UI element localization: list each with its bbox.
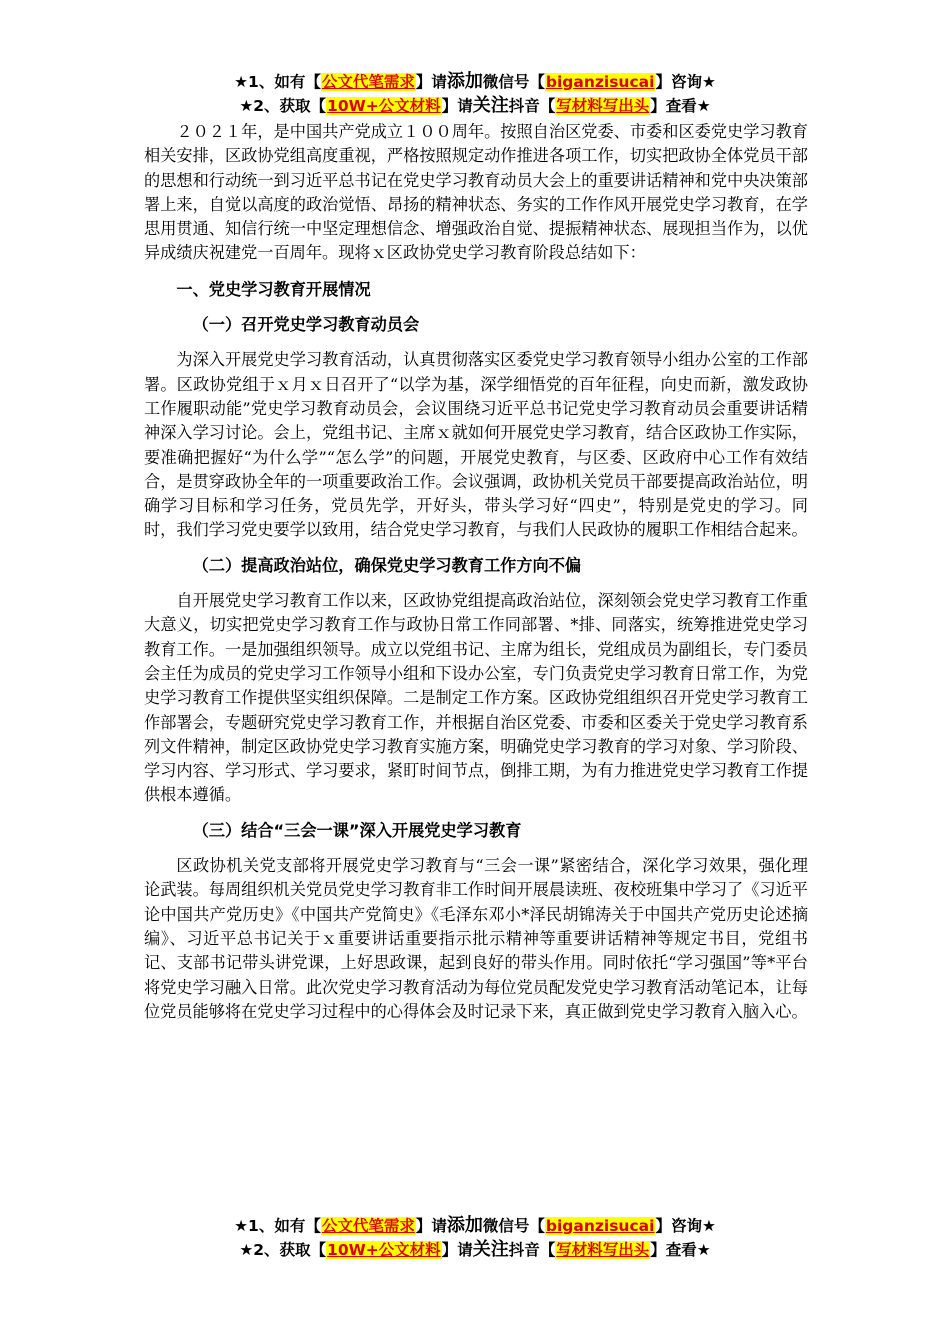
promo-text: 】咨询★: [655, 1217, 716, 1235]
promo-emphasis: 添加: [446, 1215, 483, 1236]
subsection-heading: （一）召开党史学习教育动员会: [192, 315, 420, 335]
promo-emphasis: 关注: [472, 95, 509, 116]
promo-text: 】请: [441, 97, 473, 115]
promo-line-2: [150, 1238, 800, 1262]
promo-highlight: 公文代笔需求: [321, 73, 415, 91]
promo-text: ★1、如有【: [234, 1217, 321, 1235]
promo-text: 】查看★: [650, 97, 711, 115]
promo-highlight: 公文代笔需求: [321, 1217, 415, 1235]
body-paragraph: 区政协机关党支部将开展党史学习教育与“三会一课”紧密结合，深化学习效果，强化理论武装。每周组织机关党员党史学习教育非工作时间开展晨读班、夜校班集中学习了《习近平论中国共产党历史》《中国共产党简史》《毛泽东邓小*泽民胡锦涛关于中国共产党历史论述摘编》、习近平总书记关于ｘ重要讲话重要指示批示精神等重要讲话精神等规定书目，党组书记、支部书记带头讲党课，上好思政课，起到良好的带头作用。同时依托“学习强国”等*平台将党史学习融入日常。此次党史学习教育活动为每位党员配发党史学习教育活动笔记本，让每位党员能够将在党史学习过程中的心得体会及时记录下来，真正做到党史学习教育入脑入心。: [144, 856, 808, 1021]
promo-text: ★2、获取【: [239, 97, 327, 115]
promo-line-2: [150, 94, 800, 118]
promo-highlight: 10W+公文材料: [327, 97, 441, 115]
promo-text: 】请: [415, 73, 447, 91]
body-paragraph: 自开展党史学习教育工作以来，区政协党组提高政治站位，深刻领会党史学习教育工作重大意义，切实把党史学习教育工作与政协日常工作同部署、*排、同落实，统筹推进党史学习教育工作。一是加强组织领导。成立以党组书记、主席为组长，党组成员为副组长，专门委员会主任为成员的党史学习工作领导小组和下设办公室，专门负责党史学习教育日常工作，为党史学习教育工作提供坚实组织保障。二是制定工作方案。区政协党组组织召开党史学习教育工作部署会，专题研究党史学习教育工作，并根据自治区党委、市委和区委关于党史学习教育系列文件精神，制定区政协党史学习教育实施方案，明确党史学习教育的学习对象、学习阶段、学习内容、学习形式、学习要求，紧盯时间节点，倒排工期，为有力推进党史学习教育工作提供根本遵循。: [144, 591, 808, 805]
promo-highlight: biganzisucai: [545, 73, 655, 91]
body-paragraph: 为深入开展党史学习教育活动，认真贯彻落实区委党史学习教育领导小组办公室的工作部署。区政协党组于ｘ月ｘ日召开了“以学为基，深学细悟党的百年征程，向史而新，激发政协工作履职动能”党史学习教育动员会，会议围绕习近平总书记党史学习教育动员会重要讲话精神深入学习讨论。会上，党组书记、主席ｘ就如何开展党史学习教育，结合区政协工作实际，要准确把握好“为什么学”“怎么学”的问题，开展党史教育，与区委、区政府中心工作有效结合，是贯穿政协全年的一项重要政治工作。会议强调，政协机关党员干部要提高政治站位，明确学习目标和学习任务，党员先学，开好头，带头学习好“四史”，特别是党史的学习。同时，我们学习党史要学以致用，结合党史学习教育，与我们人民政协的履职工作相结合起来。: [144, 350, 808, 540]
section-heading: 一、党史学习教育开展情况: [176, 279, 371, 299]
document-body: [144, 120, 808, 1024]
promo-line-1: [150, 70, 800, 94]
intro-paragraph: ２０２１年，是中国共产党成立１００周年。按照自治区党委、市委和区委党史学习教育相关安排，区政协党组高度重视，严格按照规定动作推进各项工作，切实把政协全体党员干部的思想和行动统一到习近平总书记在党史学习教育动员大会上的重要讲话精神和党中央决策部署上来，自觉以高度的政治觉悟、昂扬的精神状态、务实的工作作风开展党史学习教育，在学思用贯通、知信行统一中坚定理想信念、增强政治自觉、提振精神状态、展现担当作为，以优异成绩庆祝建党一百周年。现将ｘ区政协党史学习教育阶段总结如下：: [144, 122, 808, 263]
promo-banner-bottom: [150, 1214, 800, 1262]
promo-banner-top: [150, 70, 800, 118]
promo-text: 】请: [441, 1241, 473, 1259]
promo-emphasis: 添加: [446, 71, 483, 92]
promo-text: 】查看★: [650, 1241, 711, 1259]
promo-highlight: 10W+公文材料: [327, 1241, 441, 1259]
promo-text: 】请: [415, 1217, 447, 1235]
promo-highlight: 写材料写出头: [556, 1241, 650, 1259]
promo-text: 抖音【: [508, 1241, 556, 1259]
promo-text: 】咨询★: [655, 73, 716, 91]
promo-emphasis: 关注: [472, 1239, 509, 1260]
promo-line-1: [150, 1214, 800, 1238]
subsection-heading: （三）结合“三会一课”深入开展党史学习教育: [192, 820, 522, 840]
promo-text: 微信号【: [482, 73, 545, 91]
promo-highlight: 写材料写出头: [556, 97, 650, 115]
subsection-heading: （二）提高政治站位，确保党史学习教育工作方向不偏: [192, 555, 582, 575]
promo-text: 抖音【: [508, 97, 556, 115]
promo-text: ★2、获取【: [239, 1241, 327, 1259]
promo-highlight: biganzisucai: [545, 1217, 655, 1235]
promo-text: ★1、如有【: [234, 73, 321, 91]
promo-text: 微信号【: [482, 1217, 545, 1235]
